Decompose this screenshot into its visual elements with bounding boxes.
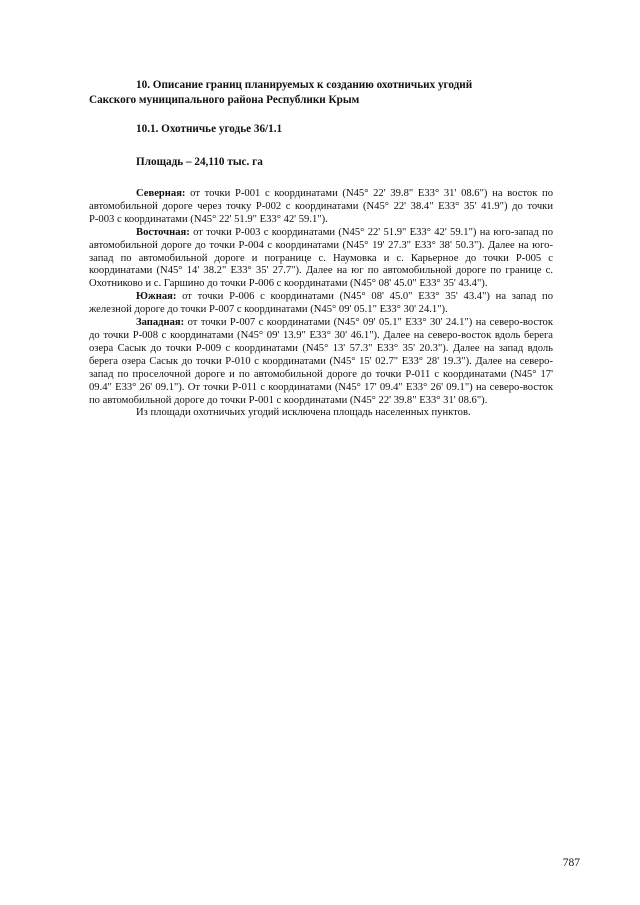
paragraph-south-boundary <box>89 291 553 317</box>
section-heading <box>89 78 553 108</box>
north-boundary-text: от точки Р-001 с координатами (N45° 22' 39.8" E33° 31' 08.6") на восток по автомобильной дороге через точку Р-002 с координатами (N45° 22' 38.4" E33° 35' 41.9") до точки Р-003 с координатами (N45° 22' 51.9" E33° 42' 59.1"). <box>89 188 553 225</box>
paragraph-north-boundary <box>89 188 553 227</box>
page-number: 787 <box>562 857 580 869</box>
south-boundary-text: от точки Р-006 с координатами (N45° 08' 45.0" E33° 35' 43.4") на запад по железной дороге до точки Р-007 с координатами (N45° 09' 05.1" E33° 30' 24.1"). <box>89 291 553 316</box>
section-heading-line-2: Сакского муниципального района Республики Крым <box>89 94 360 106</box>
area-line: Площадь – 24,110 тыс. га <box>136 156 263 168</box>
north-boundary-label: Северная: <box>136 188 186 199</box>
boundary-description <box>89 188 553 420</box>
document-content <box>89 78 553 420</box>
west-boundary-label: Западная: <box>136 317 185 329</box>
paragraph-west-boundary <box>89 317 553 407</box>
east-boundary-label: Восточная: <box>136 226 190 238</box>
west-boundary-text: от точки Р-007 с координатами (N45° 09' 05.1" E33° 30' 24.1") на северо-восток до точки Р-008 с координатами (N45° 09' 13.9" E33° 30' 46.1"). Далее на северо-восток вдоль берега озера Сасык до точки Р-009 с координатами (N45° 13' 57.3" E33° 35' 20.3"). Далее на запад вдоль берега озера Сасык до точки Р-010 с координатами (N45° 15' 02.7" E33° 28' 19.3"). Далее на северо-запад по проселочной дороге и по автомобильной дороге до точки Р-011 с координатами (N45° 17' 09.4" E33° 26' 09.1"). От точки Р-011 с координатами (N45° 17' 09.4" E33° 26' 09.1") на северо-восток по автомобильной дороге до точки Р-001 с координатами (N45° 22' 39.8" E33° 31' 08.6"). <box>89 317 553 406</box>
paragraph-exclusion-note: Из площади охотничьих угодий исключена площадь населенных пунктов. <box>136 407 471 419</box>
section-heading-line-1: 10. Описание границ планируемых к созданию охотничьих угодий <box>136 79 473 91</box>
subsection-heading: 10.1. Охотничье угодье 36/1.1 <box>136 123 283 135</box>
south-boundary-label: Южная: <box>136 291 177 303</box>
east-boundary-text: от точки Р-003 с координатами (N45° 22' 51.9" E33° 42' 59.1") на юго-запад по автомобильной дороге до точки Р-004 с координатами (N45° 19' 27.3" E33° 38' 50.3"). Далее на юго-запад по автомобильной дороге и пограницe с. Наумовка и с. Карьерное до точки Р-005 с координатами (N45° 14' 38.2" E33° 35' 27.7"). Далее на юг по автомобильной дороге по границе с. Охотниково и с. Гаршино до точки Р-006 с координатами (N45° 08' 45.0" E33° 35' 43.4"). <box>89 226 553 290</box>
paragraph-east-boundary <box>89 227 553 292</box>
